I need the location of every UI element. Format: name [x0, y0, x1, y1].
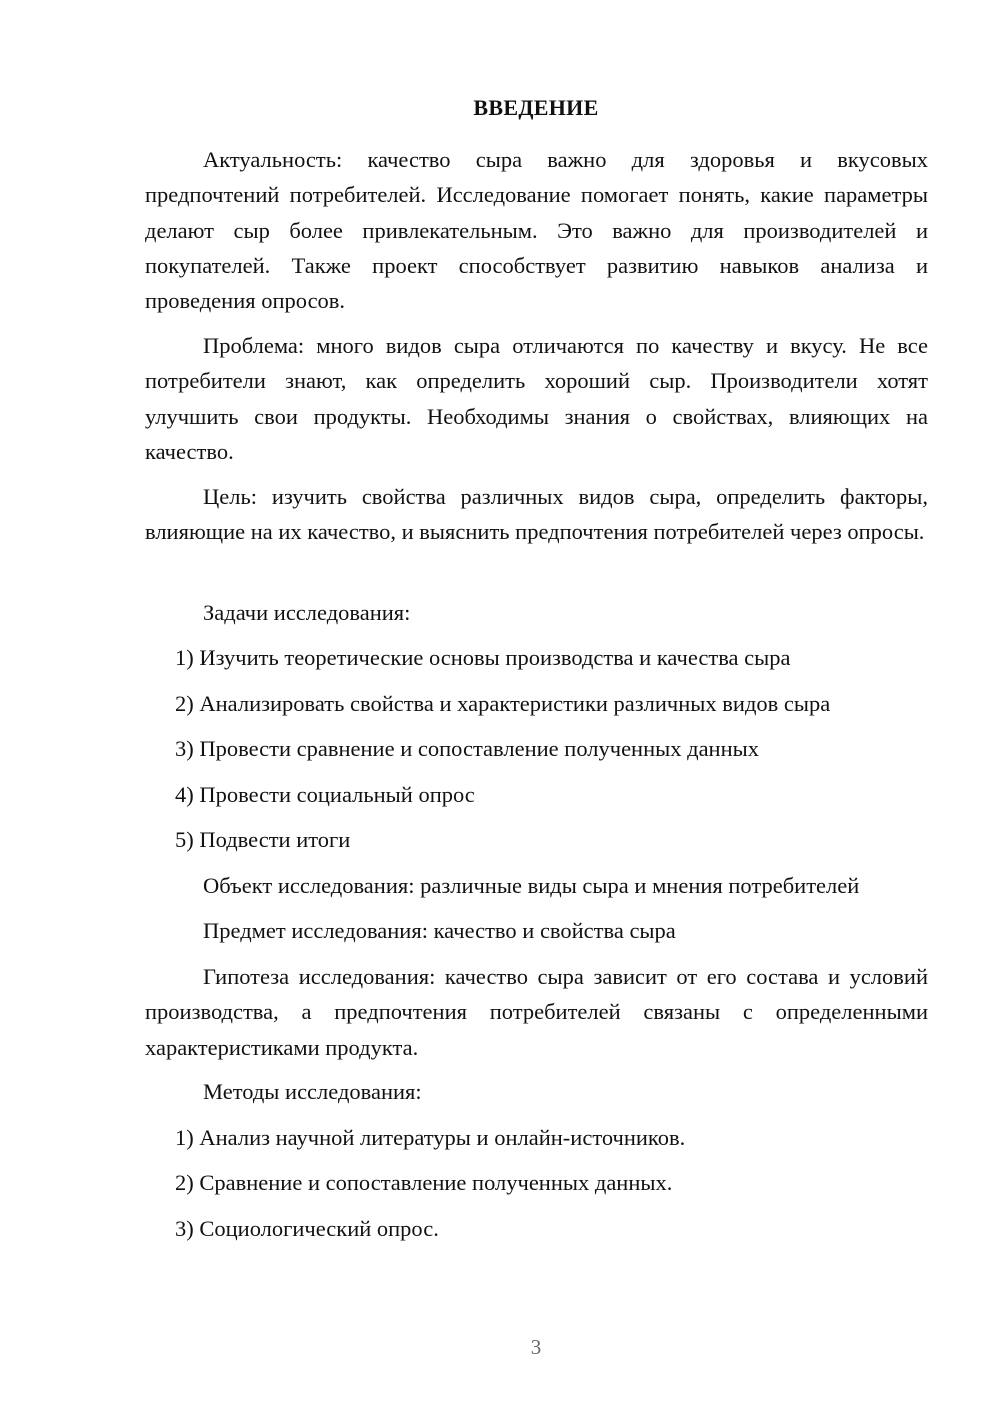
- goal-block: [145, 479, 928, 550]
- page-number: 3: [530, 1335, 542, 1359]
- task-item: 3) Провести сравнение и сопоставление полученных данных: [175, 736, 760, 761]
- methods-item-3-block: [145, 1211, 928, 1246]
- methods-item-2-block: [145, 1165, 928, 1200]
- goal-paragraph: Цель: изучить свойства различных видов сыра, определить факторы, влияющие на их качество, и выяснить предпочтения потребителей через опросы.: [145, 484, 928, 545]
- research-subject: Предмет исследования: качество и свойства сыра: [203, 918, 676, 943]
- methods-title: Методы исследования:: [203, 1079, 422, 1104]
- relevance-paragraph: Актуальность: качество сыра важно для здоровья и вкусовых предпочтений потребителей. Исследование помогает понять, какие параметры делают сыр более привлекательным. Это важно для производителей и покупателей. Также проект способствует развитию навыков анализа и проведения опросов.: [145, 147, 928, 314]
- relevance-block: [145, 142, 928, 318]
- hypothesis-block: [145, 959, 928, 1065]
- tasks-title: Задачи исследования:: [203, 600, 411, 625]
- tasks-item-1-block: [145, 640, 928, 675]
- section-heading: ВВЕДЕНИЕ: [473, 95, 599, 120]
- methods-item-1-block: [145, 1120, 928, 1155]
- problem-paragraph: Проблема: много видов сыра отличаются по качеству и вкусу. Не все потребители знают, как определить хороший сыр. Производители хотят улучшить свои продукты. Необходимы знания о свойствах, влияющих на качество.: [145, 333, 928, 464]
- method-item: 1) Анализ научной литературы и онлайн-источников.: [175, 1125, 686, 1150]
- task-item: 5) Подвести итоги: [175, 827, 351, 852]
- methods-title-block: [145, 1074, 928, 1109]
- task-item: 4) Провести социальный опрос: [175, 782, 475, 807]
- tasks-item-3-block: [145, 731, 928, 766]
- method-item: 3) Социологический опрос.: [175, 1216, 439, 1241]
- research-object: Объект исследования: различные виды сыра и мнения потребителей: [203, 873, 860, 898]
- method-item: 2) Сравнение и сопоставление полученных данных.: [175, 1170, 673, 1195]
- tasks-title-block: [145, 595, 928, 630]
- tasks-item-5-block: [145, 822, 928, 857]
- tasks-item-2-block: [145, 686, 928, 721]
- subject-block: [145, 913, 928, 948]
- object-block: [145, 868, 928, 903]
- problem-block: [145, 328, 928, 469]
- task-item: 2) Анализировать свойства и характеристики различных видов сыра: [175, 691, 831, 716]
- task-item: 1) Изучить теоретические основы производства и качества сыра: [175, 645, 791, 670]
- tasks-item-4-block: [145, 777, 928, 812]
- hypothesis-paragraph: Гипотеза исследования: качество сыра зависит от его состава и условий производства, а предпочтения потребителей связаны с определенными характеристиками продукта.: [145, 964, 928, 1060]
